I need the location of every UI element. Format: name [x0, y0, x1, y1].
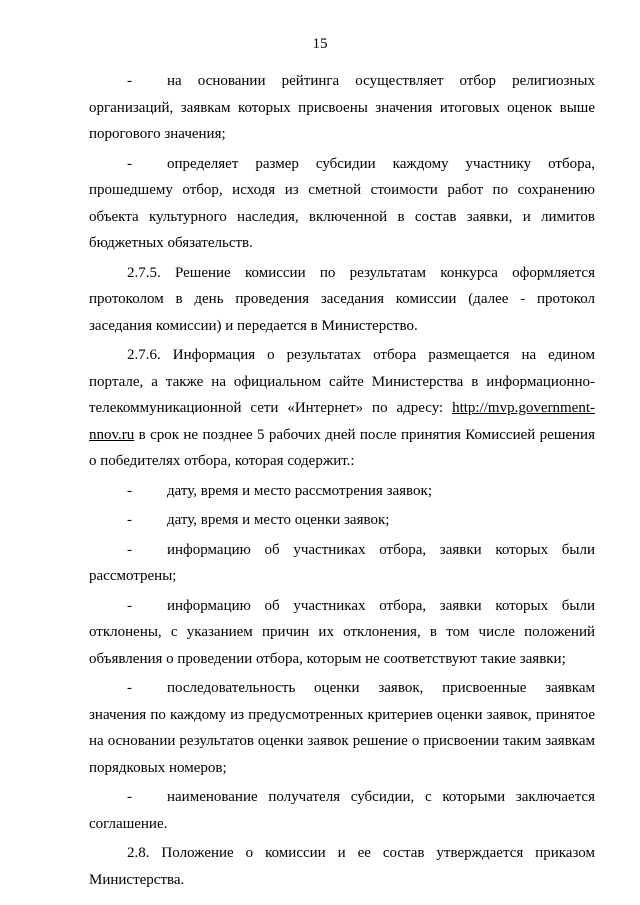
- list-item-text: информацию об участниках отбора, заявки которых были отклонены, с указанием причин их отклонения, в том числе положений объявления о проведении отбора, которым не соответствуют такие заявки;: [89, 597, 595, 667]
- document-body: [89, 68, 595, 896]
- paragraph-2-8: 2.8. Положение о комиссии и ее состав утверждается приказом Министерства.: [89, 845, 595, 888]
- list-item: [89, 151, 595, 257]
- paragraph-2-7-5: 2.7.5. Решение комиссии по результатам конкурса оформляется протоколом в день проведения заседания комиссии (далее - протокол заседания комиссии) и передается в Министерство.: [89, 264, 595, 334]
- list-item-text: наименование получателя субсидии, с которыми заключается соглашение.: [89, 789, 595, 832]
- list-item: [89, 478, 595, 505]
- bullet-dash: -: [127, 73, 132, 89]
- list-item: [89, 675, 595, 781]
- bullet-dash: -: [127, 680, 132, 696]
- list-item-text: информацию об участниках отбора, заявки которых были рассмотрены;: [89, 541, 595, 584]
- list-item-text: определяет размер субсидии каждому участнику отбора, прошедшему отбор, исходя из сметной стоимости работ по сохранению объекта культурного наследия, включенной в состав заявки, и лимитов бюджетных обязательств.: [89, 155, 595, 251]
- list-item-text: дату, время и место оценки заявок;: [167, 512, 390, 528]
- bullet-dash: -: [127, 482, 132, 499]
- list-item: [89, 537, 595, 590]
- list-item: [89, 593, 595, 673]
- bullet-dash: -: [127, 155, 132, 172]
- list-item: [89, 784, 595, 837]
- paragraph-text: в срок не позднее 5 рабочих дней после принятия Комиссией решения о победителях отбора, которая содержит.:: [89, 426, 595, 469]
- paragraph-text: 2.7.6. Информация о результатах отбора размещается на едином портале, а также на официальном сайте Министерства в информационно-телекоммуникационной сети «Интернет» по адресу:: [89, 347, 595, 416]
- bullet-dash: -: [127, 789, 132, 805]
- website-link[interactable]: http://mvp.government-nnov.ru: [89, 400, 595, 443]
- list-item-text: последовательность оценки заявок, присвоенные заявкам значения по каждому из предусмотренных критериев оценки заявок, принятое на основании результатов оценки заявок решение о присвоении таким заявкам порядковых номеров;: [89, 680, 595, 776]
- bullet-dash: -: [127, 512, 132, 528]
- list-item: [89, 68, 595, 148]
- list-item-text: на основании рейтинга осуществляет отбор религиозных организаций, заявкам которых присвоены значения итоговых оценок выше порогового значения;: [89, 73, 595, 142]
- list-item: [89, 507, 595, 534]
- bullet-dash: -: [127, 597, 132, 614]
- paragraph-2-7-6: [89, 342, 595, 475]
- page-number: 15: [312, 36, 328, 52]
- list-item-text: дату, время и место рассмотрения заявок;: [167, 482, 432, 499]
- bullet-dash: -: [127, 541, 132, 558]
